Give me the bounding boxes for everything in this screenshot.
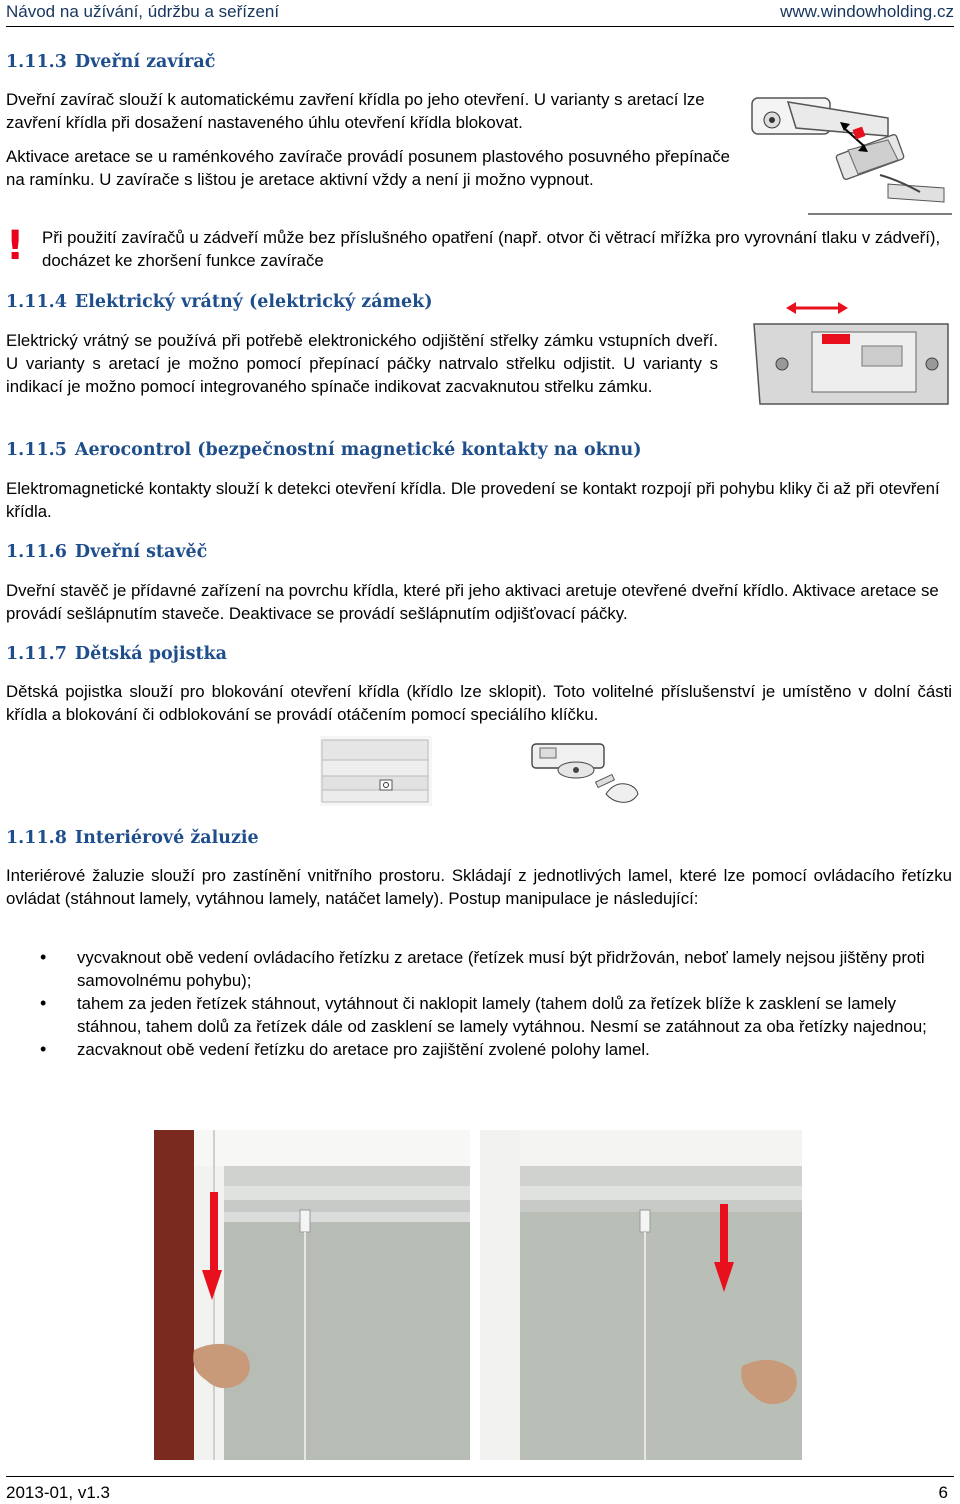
aerocontrol-paragraph: Elektromagnetické kontakty slouží k detekci otevření křídla. Dle provedení se kontakt rozpojí při pohybu kliky či až při otevření křídla. xyxy=(6,479,940,521)
child-lock-key-image xyxy=(526,738,644,808)
heading-number: 1.11.4 xyxy=(6,292,67,312)
door-closer-paragraph-2: Aktivace aretace se u raménkového zavírače provádí posunem plastového posuvného přepínače na ramínku. U zavírače s lištou je aretace aktivní vždy a není ji možno vypnout. xyxy=(6,147,730,189)
child-lock-paragraph: Dětská pojistka slouží pro blokování otevření křídla (křídlo lze sklopit). Toto volitelné příslušenství je umístěno v dolní části křídla a blokování či odblokování se provádí otáčením pomocí speciálího klíčku. xyxy=(6,682,952,724)
interior-blinds-paragraph: Interiérové žaluzie slouží pro zastínění vnitřního prostoru. Skládají z jednotlivých lamel, které lze pomocí ovládacího řetízku ovládat (stáhnout lamely, vytáhnou lamely, natáčet lamely). Postup manipulace je následující: xyxy=(6,866,952,908)
warning-icon: ! xyxy=(6,223,25,269)
door-closer-warning: Při použití zavíračů u zádveří může bez příslušného opatření (např. otvor či větrací mřížka pro vyrovnání tlaku v zádveří), docházet ke zhoršení funkce zavírače xyxy=(42,228,941,270)
heading-door-stop xyxy=(6,542,207,562)
child-lock-window-image xyxy=(320,736,432,806)
blinds-steps-list xyxy=(40,946,952,1061)
heading-aerocontrol xyxy=(6,440,641,460)
door-closer-image xyxy=(748,80,952,218)
heading-number: 1.11.7 xyxy=(6,644,67,664)
blinds-photo-right xyxy=(480,1130,802,1460)
list-item: • zacvaknout obě vedení řetízku do aretace pro zajištění zvolené polohy lamel. xyxy=(40,1038,952,1061)
heading-child-lock xyxy=(6,644,227,664)
electric-strike-paragraph: Elektrický vrátný se používá při potřebě elektronického odjištění střelky zámku vstupních dveří. U varianty s aretací je možno pomocí přepínací páčky natrvalo střelku odjistit. U varianty s indikací je možno pomocí integrovaného spínače indikovat zacvaknutou střelku zámku. xyxy=(6,331,718,396)
heading-title: Elektrický vrátný (elektrický zámek) xyxy=(74,292,433,312)
page-number: 6 xyxy=(938,1483,948,1502)
list-item: • vycvaknout obě vedení ovládacího řetízku z aretace (řetízek musí být přidržován, neboť lamely nejsou jištěny proti samovolnému pohybu); xyxy=(40,946,952,992)
blinds-photo-left xyxy=(154,1130,470,1460)
page-footer xyxy=(6,1476,954,1503)
electric-strike-image xyxy=(752,300,956,410)
heading-number: 1.11.8 xyxy=(6,828,67,848)
heading-title: Interiérové žaluzie xyxy=(74,828,259,848)
header-title: Návod na užívání, údržbu a seřízení xyxy=(6,2,280,21)
heading-number: 1.11.5 xyxy=(6,440,67,460)
header-website: www.windowholding.cz xyxy=(780,2,954,21)
heading-electric-strike xyxy=(6,292,433,312)
footer-version: 2013-01, v1.3 xyxy=(6,1483,110,1502)
heading-door-closer xyxy=(6,52,215,72)
heading-title: Dětská pojistka xyxy=(74,644,227,664)
heading-number: 1.11.6 xyxy=(6,542,67,562)
heading-title: Dveřní zavírač xyxy=(74,52,216,72)
heading-title: Aerocontrol (bezpečnostní magnetické kontakty na oknu) xyxy=(74,440,642,460)
door-stop-paragraph: Dveřní stavěč je přídavné zařízení na povrchu křídla, které při jeho aktivaci aretuje otevřené dveřní křídlo. Aktivace aretace se provádí sešlápnutím staveče. Deaktivace se provádí sešlápnutím odjišťovací páčky. xyxy=(6,581,939,623)
heading-title: Dveřní stavěč xyxy=(74,542,208,562)
heading-number: 1.11.3 xyxy=(6,52,67,72)
door-closer-paragraph-1: Dveřní zavírač slouží k automatickému zavření křídla po jeho otevření. U varianty s aretací lze zavření křídla při dosažení nastaveného úhlu otevření křídla blokovat. xyxy=(6,90,705,132)
list-item: • tahem za jeden řetízek stáhnout, vytáhnout či naklopit lamely (tahem dolů za řetízek blíže k zasklení se lamely stáhnou, tahem dolů za řetízek dále od zasklení se lamely vytáhnou. Nesmí se zatáhnout za oba řetízky najednou; xyxy=(40,992,952,1038)
heading-interior-blinds xyxy=(6,828,259,848)
page-header xyxy=(6,0,954,27)
